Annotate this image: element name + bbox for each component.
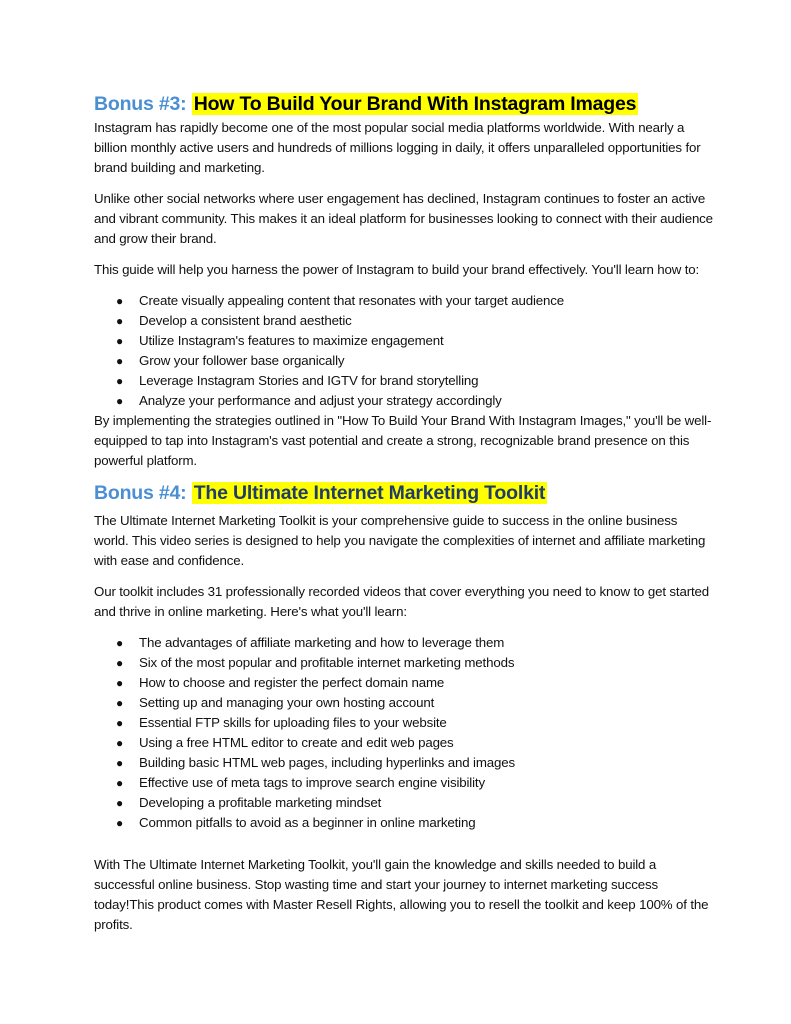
list-item-text: Setting up and managing your own hosting account	[139, 695, 435, 710]
list-item	[94, 653, 714, 673]
list-item-text: Developing a profitable marketing mindset	[139, 795, 382, 810]
list-item-text: Building basic HTML web pages, including hyperlinks and images	[139, 755, 516, 770]
bonus-3-title: How To Build Your Brand With Instagram Images	[193, 93, 637, 115]
bullet-icon: ●	[116, 636, 124, 650]
list-item	[94, 773, 714, 793]
bonus-4-prefix: Bonus #4:	[94, 482, 187, 504]
list-item	[94, 351, 714, 371]
list-item-text: How to choose and register the perfect domain name	[139, 675, 445, 690]
bullet-icon: ●	[116, 716, 124, 730]
bonus-3-paragraph: Instagram has rapidly become one of the most popular social media platforms worldwide. With nearly a billion monthly active users and hundreds of millions logging in daily, it offers unparalleled opportunities for brand building and marketing.	[94, 120, 701, 175]
bullet-icon: ●	[116, 314, 124, 328]
bonus-4-paragraph: Our toolkit includes 31 professionally recorded videos that cover everything you need to know to get started and thrive in online marketing. Here's what you'll learn:	[94, 584, 710, 619]
bonus-3-closing: By implementing the strategies outlined in "How To Build Your Brand With Instagram Images," you'll be well-equipped to tap into Instagram's vast potential and create a strong, recognizable brand presence on this powerful platform.	[94, 413, 712, 468]
document-page	[94, 90, 714, 935]
list-item	[94, 311, 714, 331]
list-item	[94, 371, 714, 391]
bonus-4-closing: With The Ultimate Internet Marketing Toolkit, you'll gain the knowledge and skills needed to build a successful online business. Stop wasting time and start your journey to internet marketing success today!This product comes with Master Resell Rights, allowing you to resell the toolkit and keep 100% of the profits.	[94, 857, 709, 932]
list-item	[94, 753, 714, 773]
bonus-3-paragraph: This guide will help you harness the power of Instagram to build your brand effectively. You'll learn how to:	[94, 262, 700, 277]
bullet-icon: ●	[116, 374, 124, 388]
bullet-icon: ●	[116, 294, 124, 308]
list-item	[94, 693, 714, 713]
bullet-icon: ●	[116, 676, 124, 690]
list-item-text: Six of the most popular and profitable internet marketing methods	[139, 655, 515, 670]
bonus-3-section	[94, 90, 714, 471]
bonus-4-paragraph: The Ultimate Internet Marketing Toolkit is your comprehensive guide to success in the online business world. This video series is designed to help you navigate the complexities of internet and affiliate marketing with ease and confidence.	[94, 513, 706, 568]
bonus-3-prefix: Bonus #3:	[94, 93, 187, 115]
bullet-icon: ●	[116, 334, 124, 348]
bullet-icon: ●	[116, 796, 124, 810]
list-item	[94, 813, 714, 833]
bullet-icon: ●	[116, 656, 124, 670]
bullet-icon: ●	[116, 394, 124, 408]
list-item	[94, 291, 714, 311]
list-item-text: Effective use of meta tags to improve search engine visibility	[139, 775, 485, 790]
bullet-icon: ●	[116, 696, 124, 710]
list-item-text: Essential FTP skills for uploading files to your website	[139, 715, 447, 730]
bonus-3-bullet-list	[94, 291, 714, 411]
bullet-icon: ●	[116, 354, 124, 368]
list-item	[94, 713, 714, 733]
list-item-text: Grow your follower base organically	[139, 353, 345, 368]
bonus-4-section	[94, 479, 714, 935]
bonus-3-heading	[94, 90, 714, 118]
list-item-text: Develop a consistent brand aesthetic	[139, 313, 352, 328]
list-item-text: The advantages of affiliate marketing and how to leverage them	[139, 635, 505, 650]
bullet-icon: ●	[116, 756, 124, 770]
list-item	[94, 391, 714, 411]
list-item	[94, 331, 714, 351]
bonus-3-paragraph: Unlike other social networks where user engagement has declined, Instagram continues to foster an active and vibrant community. This makes it an ideal platform for businesses looking to connect with their audience and grow their brand.	[94, 191, 713, 246]
list-item-text: Utilize Instagram's features to maximize engagement	[139, 333, 444, 348]
list-item-text: Common pitfalls to avoid as a beginner in online marketing	[139, 815, 476, 830]
bullet-icon: ●	[116, 816, 124, 830]
list-item	[94, 633, 714, 653]
list-item-text: Analyze your performance and adjust your strategy accordingly	[139, 393, 502, 408]
bonus-4-heading	[94, 479, 714, 507]
list-item	[94, 793, 714, 813]
list-item-text: Using a free HTML editor to create and edit web pages	[139, 735, 454, 750]
bullet-icon: ●	[116, 776, 124, 790]
bonus-4-bullet-list	[94, 633, 714, 833]
list-item-text: Create visually appealing content that resonates with your target audience	[139, 293, 565, 308]
bullet-icon: ●	[116, 736, 124, 750]
list-item-text: Leverage Instagram Stories and IGTV for brand storytelling	[139, 373, 479, 388]
bonus-4-title: The Ultimate Internet Marketing Toolkit	[193, 482, 546, 504]
list-item	[94, 673, 714, 693]
list-item	[94, 733, 714, 753]
